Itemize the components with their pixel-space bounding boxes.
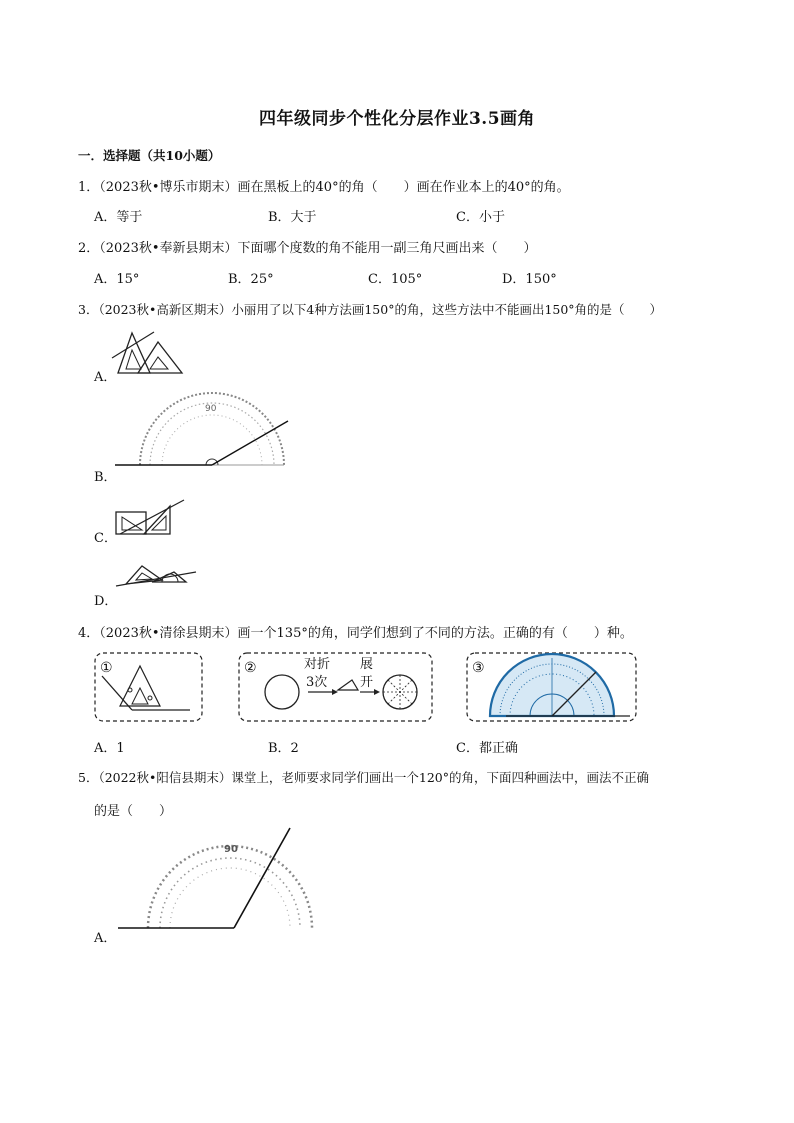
question-2-option-c[interactable]: C．105° (368, 272, 423, 287)
q3d-triangle-rulers-figure (112, 560, 198, 600)
question-5-text-line-1: 5．（2022秋•阳信县期末）课堂上，老师要求同学们画出一个120°的角，下面四种画法中，画法不正确 (78, 770, 649, 785)
q4-panel-1-figure (94, 652, 204, 722)
question-1-option-c[interactable]: C．小于 (456, 210, 505, 225)
q4-panel-2-times-label: 3次 (306, 675, 328, 690)
question-3-option-b-label[interactable]: B． (94, 470, 117, 485)
q5a-protractor-90-mark: 90 (224, 844, 238, 855)
question-4-text: 4．（2023秋•清徐县期末）画一个135°的角，同学们想到了不同的方法。正确的有（ ）种。 (78, 626, 633, 641)
q4-panel-2-open-label-1: 展 (360, 657, 374, 672)
q4-panel-2-number: ② (244, 660, 257, 676)
question-3-option-a-label[interactable]: A． (94, 370, 117, 385)
question-1-option-b[interactable]: B．大于 (268, 210, 317, 225)
q3b-protractor-figure (110, 395, 300, 475)
q4-panel-2-figure (238, 652, 434, 722)
q4-panel-2-open-label-2: 开 (360, 675, 374, 690)
q5a-protractor-figure (110, 826, 330, 938)
question-5-text-line-2: 的是（ ） (94, 804, 173, 819)
q3c-triangle-rulers-figure (110, 496, 190, 542)
question-5-option-a-label[interactable]: A． (94, 931, 117, 946)
section-heading: 一．选择题（共10小题） (78, 148, 221, 163)
q4-panel-2-fold-label: 对折 (304, 657, 331, 672)
q4-panel-3-figure (466, 652, 638, 722)
question-1-option-a[interactable]: A．等于 (94, 210, 143, 225)
q4-panel-3-number: ③ (472, 660, 485, 676)
page-title: 四年级同步个性化分层作业3.5画角 (258, 109, 536, 129)
question-1-text: 1．（2023秋•博乐市期末）画在黑板上的40°的角（ ）画在作业本上的40°的角。 (78, 180, 570, 195)
question-4-option-b[interactable]: B．2 (268, 741, 299, 756)
question-2-text: 2．（2023秋•奉新县期末）下面哪个度数的角不能用一副三角尺画出来（ ） (78, 241, 537, 256)
question-3-option-c-label[interactable]: C． (94, 531, 117, 546)
q4-panel-1-number: ① (100, 660, 113, 676)
question-2-option-a[interactable]: A．15° (94, 272, 140, 287)
question-4-option-c[interactable]: C．都正确 (456, 741, 518, 756)
q3b-protractor-90-mark: 90 (205, 404, 217, 414)
question-3-option-d-label[interactable]: D． (94, 594, 118, 609)
question-3-text: 3．（2023秋•高新区期末）小丽用了以下4种方法画150°的角，这些方法中不能画出150°角的是（ ） (78, 302, 663, 317)
q3a-triangle-rulers-figure (110, 328, 190, 383)
question-2-option-b[interactable]: B．25° (228, 272, 274, 287)
question-2-option-d[interactable]: D．150° (502, 272, 557, 287)
question-4-option-a[interactable]: A．1 (94, 741, 125, 756)
